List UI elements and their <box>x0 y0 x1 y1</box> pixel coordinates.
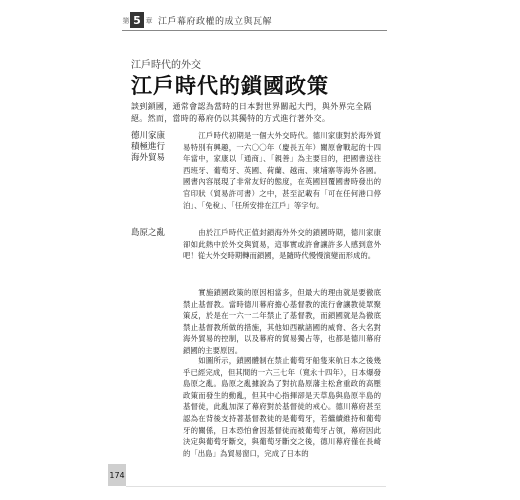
chapter-header <box>122 12 272 28</box>
chapter-prefix: 第 <box>122 16 130 24</box>
section-kicker: 江戶時代的外交 <box>131 60 201 71</box>
side-note-ieyasu <box>131 131 165 164</box>
side-note-line: 積極進行 <box>131 142 166 152</box>
header-divider <box>122 30 387 31</box>
footer-divider <box>126 486 386 487</box>
body-paragraph: 實施鎖國政策的原因相當多，但最大的理由就是要徹底禁止基督教。當時德川幕府擔心基督教的流行會讓教徒眾聚策反，於是在一六一二年禁止了基督教，而鎖國就是為徹底禁止基督教所做的措施，其他如西歐諸國的威脅、各大名對海外貿易的控制，以及幕府的貿易獨占等，也都是德川幕府鎖國的主要原因。 <box>183 288 381 355</box>
side-note-line: 德川家康 <box>131 131 166 141</box>
chapter-title: 江戶幕府政權的成立與瓦解 <box>158 16 273 27</box>
side-note-line: 海外貿易 <box>131 153 166 163</box>
body-paragraph: 由於江戶時代正值封鎖海外外交的鎖國時期，德川家康卻如此熱中於外交與貿易，這事實或許會讓許多人感到意外吧！從大外交時期轉而鎖國，是隨時代慢慢演變而形成的。 <box>183 228 381 261</box>
page-number-tab <box>108 464 126 486</box>
chapter-badge <box>122 12 152 28</box>
body-paragraph: 如圖所示，鎖國體制在禁止葡萄牙船隻來航日本之後幾乎已經完成，但其間的一六三七年（寬永十四年），日本爆發島原之亂。島原之亂據說為了對抗島原藩主松倉重政的高壓政策而發生的動亂，但其中心指揮卻是天草島與島原半島的基督徒，此亂加深了幕府對於基督徒的戒心。德川幕府甚至認為在背後支持著基督教徒的是葡萄牙，若繼續維持和葡萄牙的關係，日本恐怕會因基督徒而被葡萄牙占領，幕府因此決定與葡萄牙斷交，與葡萄牙斷交之後，德川幕府僅在長崎的「出島」為貿易窗口，完成了日本的 <box>183 356 381 458</box>
section-title: 江戶時代的鎖國政策 <box>131 74 329 98</box>
page-number: 174 <box>109 470 125 480</box>
side-note-shimabara <box>131 228 165 239</box>
side-note-line: 島原之亂 <box>131 228 166 238</box>
chapter-suffix: 章 <box>145 16 153 24</box>
section-lead: 談到鎖國，通常會認為當時的日本對世界關起大門，與外界完全隔絕。然而，當時的幕府仍以其獨特的方式進行著外交。 <box>131 102 372 123</box>
body-paragraph: 江戶時代初期是一個大外交時代。德川家康對於海外貿易特別有興趣，一六〇〇年（慶長五年）關原會戰起的十四年當中，家康以「通商」、「親善」為主要目的，把國書送往西班牙、葡萄牙、英國、荷蘭、越南、柬埔寨等海外各國。國書內容展現了非常友好的態度，在英國回覆國書時發出的官印狀（貿易許可書）之中，甚至記載有「可在任何港口停泊」、「免稅」、「任所安排在江戶」等字句。 <box>183 131 381 210</box>
chapter-number: 5 <box>130 12 144 28</box>
